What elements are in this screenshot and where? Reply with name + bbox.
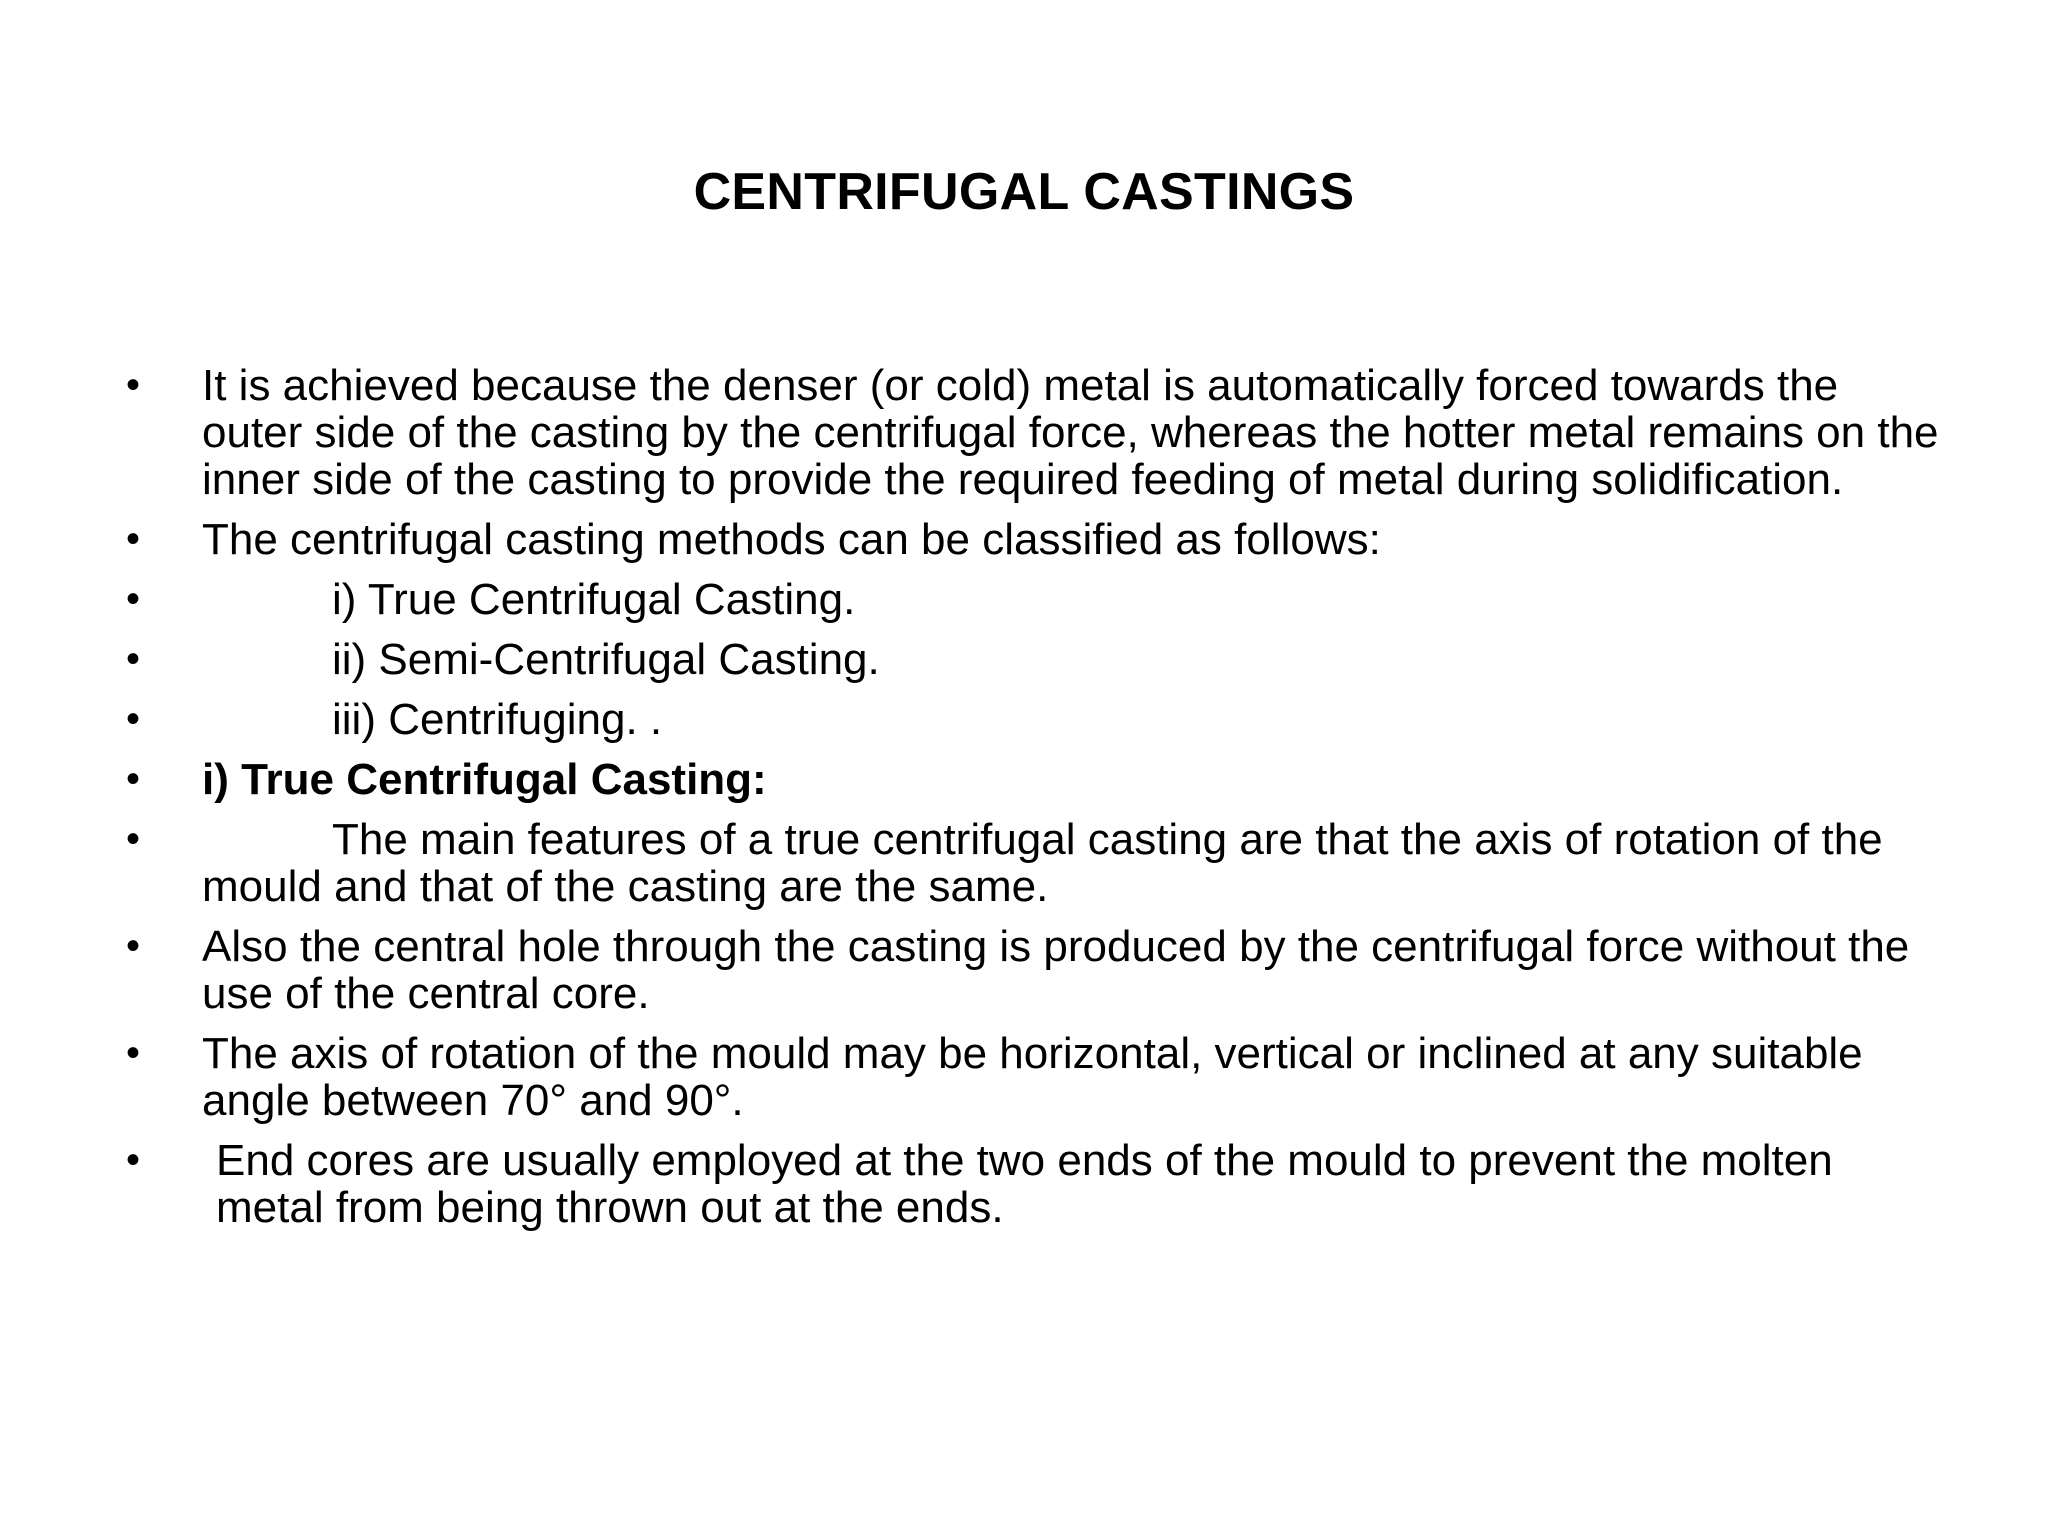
bullet-icon: • [126,697,141,741]
bullet-text: The centrifugal casting methods can be classified as follows: [202,515,1381,564]
bullet-icon: • [126,637,141,681]
bullet-text: iii) Centrifuging. . [332,695,663,744]
bullet-icon: • [126,577,141,621]
bullet-item [118,756,1948,803]
bullet-item [118,576,1948,623]
bullet-icon: • [126,1031,141,1075]
bullet-heading: i) True Centrifugal Casting: [202,755,767,804]
bullet-item [118,1137,1948,1231]
bullet-item [118,923,1948,1017]
bullet-text: Also the central hole through the casting is produced by the centrifugal force without the use of the central core. [202,922,1910,1018]
bullet-text: The main features of a true centrifugal casting are that the axis of rotation of the mould and that of the casting are the same. [202,815,1883,911]
bullet-list [118,362,1948,1244]
bullet-icon: • [126,817,141,861]
bullet-icon: • [126,1138,141,1182]
bullet-icon: • [126,757,141,801]
bullet-text: i) True Centrifugal Casting. [332,575,856,624]
bullet-item [118,1030,1948,1124]
bullet-item [118,362,1948,503]
bullet-text: It is achieved because the denser (or cold) metal is automatically forced towards the outer side of the casting by the centrifugal force, whereas the hotter metal remains on the inner side of the casting to provide the required feeding of metal during solidification. [202,361,1939,504]
bullet-text: ii) Semi-Centrifugal Casting. [332,635,880,684]
bullet-item [118,636,1948,683]
bullet-text: End cores are usually employed at the two ends of the mould to prevent the molten metal from being thrown out at the ends. [216,1136,1833,1232]
bullet-icon: • [126,924,141,968]
bullet-icon: • [126,517,141,561]
slide-title: CENTRIFUGAL CASTINGS [693,163,1355,221]
bullet-icon: • [126,363,141,407]
bullet-item [118,696,1948,743]
bullet-item [118,516,1948,563]
bullet-text: The axis of rotation of the mould may be horizontal, vertical or inclined at any suitable angle between 70° and 90°. [202,1029,1863,1125]
bullet-item [118,816,1948,910]
